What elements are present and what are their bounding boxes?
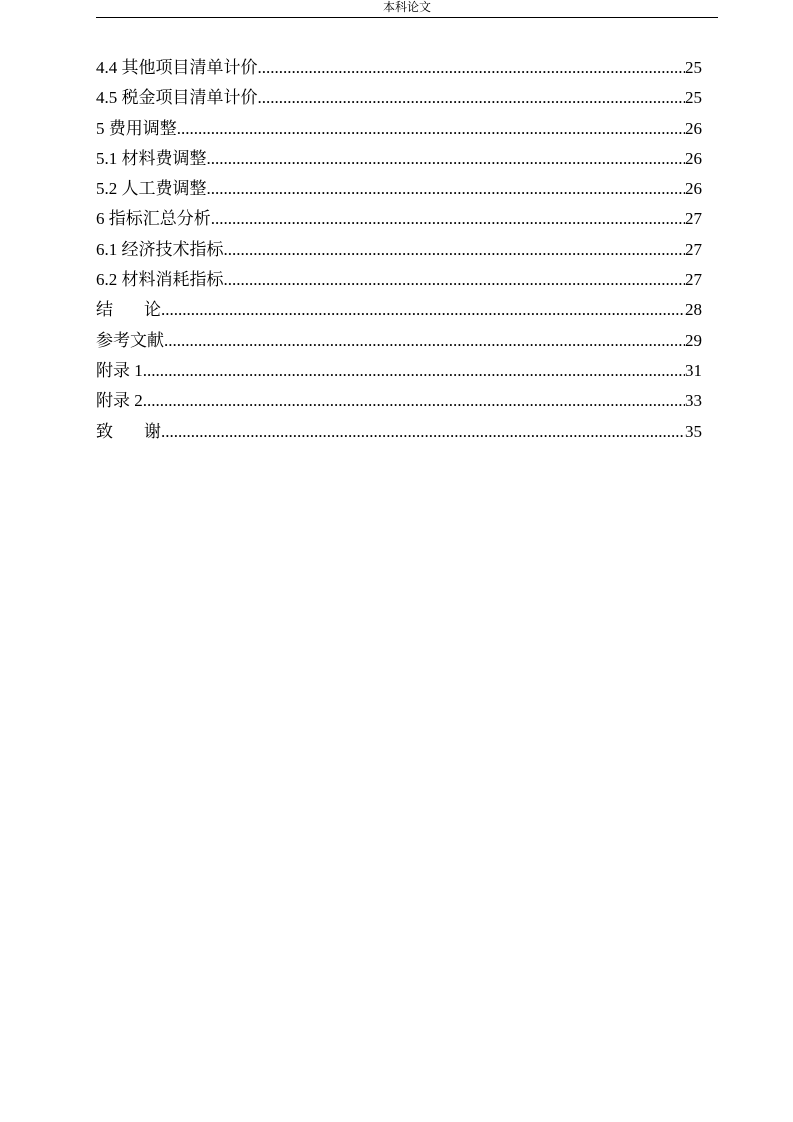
table-of-contents — [96, 53, 702, 447]
toc-entry-page-number: 31 — [685, 360, 702, 380]
toc-entry-title: 4.5 税金项目清单计价 — [96, 88, 258, 108]
toc-entry-page-number: 33 — [685, 391, 702, 411]
toc-dot-leader — [161, 417, 685, 447]
toc-entry[interactable] — [96, 204, 702, 234]
toc-entry[interactable] — [96, 326, 702, 356]
toc-entry-title: 5 费用调整 — [96, 118, 177, 138]
toc-entry-title: 致谢 — [96, 421, 192, 441]
toc-dot-leader — [164, 326, 685, 356]
toc-entry[interactable] — [96, 83, 702, 113]
toc-entry[interactable] — [96, 114, 702, 144]
toc-entry-title: 6 指标汇总分析 — [96, 209, 211, 229]
toc-entry[interactable] — [96, 265, 702, 295]
toc-dot-leader — [211, 204, 685, 234]
page-header-title: 本科论文 — [382, 0, 431, 14]
toc-entry-page-number: 26 — [685, 179, 702, 199]
toc-entry-title: 5.1 材料费调整 — [96, 148, 207, 168]
toc-entry-page-number: 25 — [685, 58, 702, 77]
toc-dot-leader — [207, 144, 686, 174]
toc-entry-title: 6.1 经济技术指标 — [96, 239, 224, 259]
toc-dot-leader — [224, 235, 686, 265]
toc-entry-page-number: 26 — [685, 118, 702, 138]
toc-dot-leader — [143, 386, 685, 416]
toc-entry-page-number: 35 — [685, 421, 702, 441]
toc-entry-page-number: 27 — [685, 209, 702, 229]
toc-entry-page-number: 26 — [685, 148, 702, 168]
toc-entry-title: 附录 2 — [96, 391, 143, 411]
toc-entry-page-number: 29 — [685, 330, 702, 350]
toc-entry-title: 6.2 材料消耗指标 — [96, 270, 224, 290]
toc-entry[interactable] — [96, 174, 702, 204]
toc-entry-page-number: 28 — [685, 300, 702, 320]
toc-dot-leader — [258, 83, 686, 113]
toc-entry[interactable] — [96, 356, 702, 386]
toc-dot-leader — [161, 295, 685, 325]
page-header — [96, 0, 718, 18]
toc-entry[interactable] — [96, 144, 702, 174]
toc-entry[interactable] — [96, 417, 702, 447]
toc-entry-page-number: 27 — [685, 239, 702, 259]
toc-entry-title: 4.4 其他项目清单计价 — [96, 58, 258, 77]
toc-entry-title: 5.2 人工费调整 — [96, 179, 207, 199]
toc-dot-leader — [207, 174, 686, 204]
toc-dot-leader — [258, 53, 686, 83]
toc-dot-leader — [177, 114, 685, 144]
toc-entry[interactable] — [96, 386, 702, 416]
toc-dot-leader — [143, 356, 685, 386]
toc-entry-title: 附录 1 — [96, 360, 143, 380]
toc-entry-page-number: 25 — [685, 88, 702, 108]
toc-entry[interactable] — [96, 235, 702, 265]
toc-entry-page-number: 27 — [685, 270, 702, 290]
toc-dot-leader — [224, 265, 686, 295]
toc-entry-title: 结论 — [96, 300, 192, 320]
toc-entry[interactable] — [96, 295, 702, 325]
toc-entry-title: 参考文献 — [96, 330, 164, 350]
toc-entry[interactable] — [96, 53, 702, 83]
